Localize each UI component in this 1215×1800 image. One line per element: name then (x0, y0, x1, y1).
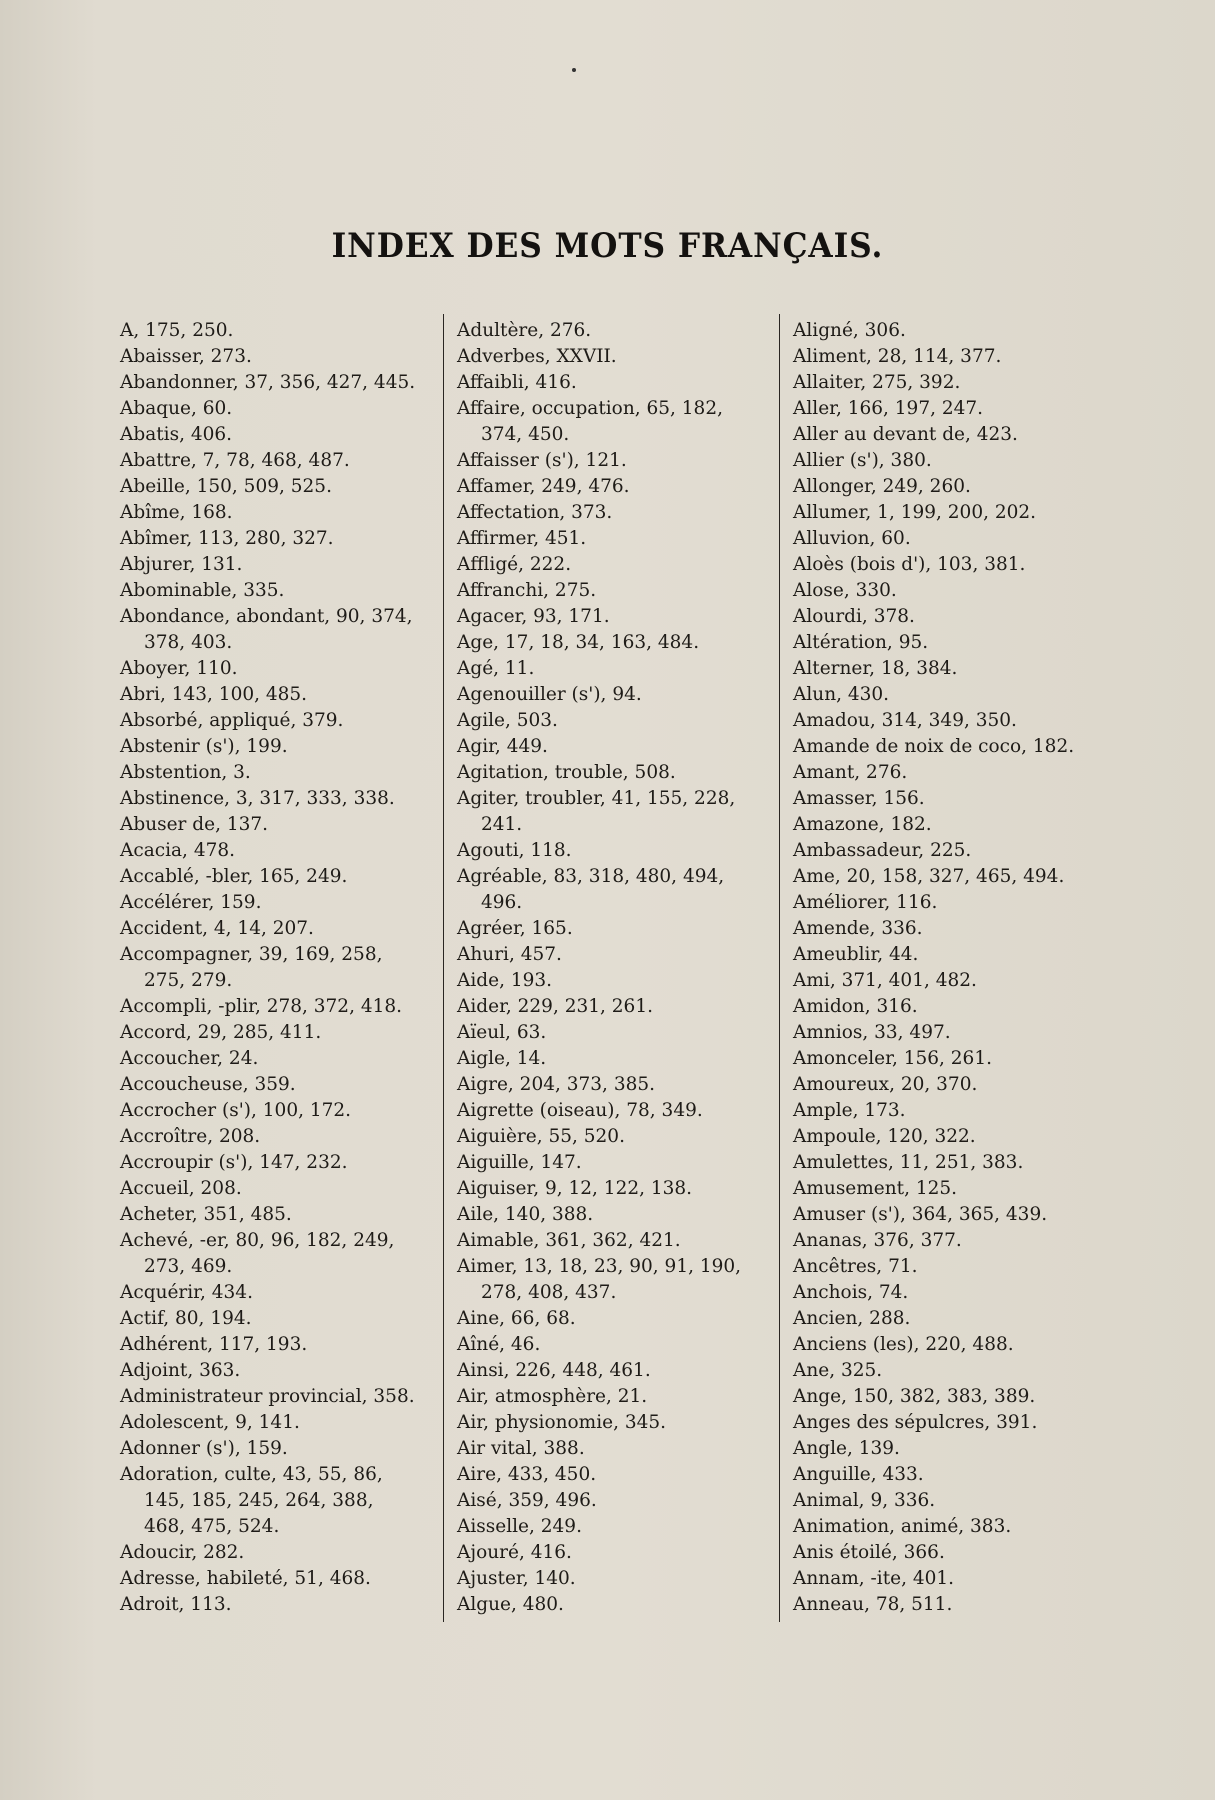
index-entry: Aiguiser, 9, 12, 122, 138. (457, 1178, 693, 1199)
index-entry: Achevé, -er, 80, 96, 182, 249, (120, 1230, 395, 1251)
index-entry: Alun, 430. (793, 684, 890, 705)
index-entry: 241. (481, 814, 523, 835)
index-entry: Affaibli, 416. (457, 372, 577, 393)
index-entry: Agenouiller (s'), 94. (457, 684, 642, 705)
index-entry: Abatis, 406. (120, 424, 233, 445)
index-entry: Ainsi, 226, 448, 461. (457, 1360, 651, 1381)
index-entry: Ange, 150, 382, 383, 389. (793, 1386, 1036, 1407)
index-column-3 (793, 318, 1093, 1618)
index-entry: Agréable, 83, 318, 480, 494, (457, 866, 725, 887)
index-entry: Affirmer, 451. (457, 528, 587, 549)
index-entry: Amazone, 182. (793, 814, 932, 835)
index-entry: Ancien, 288. (793, 1308, 911, 1329)
index-entry: Age, 17, 18, 34, 163, 484. (457, 632, 700, 653)
index-entry: Affaisser (s'), 121. (457, 450, 627, 471)
index-entry: Accord, 29, 285, 411. (120, 1022, 322, 1043)
index-entry: Ajuster, 140. (457, 1568, 576, 1589)
index-entry: Aine, 66, 68. (457, 1308, 576, 1329)
index-entry: Affaire, occupation, 65, 182, (457, 398, 723, 419)
index-entry: Agir, 449. (457, 736, 548, 757)
index-entry: Allonger, 249, 260. (793, 476, 971, 497)
index-entry: Allaiter, 275, 392. (793, 372, 961, 393)
index-entry: Affamer, 249, 476. (457, 476, 630, 497)
index-entry: Amnios, 33, 497. (793, 1022, 951, 1043)
index-entry: Abîmer, 113, 280, 327. (120, 528, 334, 549)
index-entry: Adoration, culte, 43, 55, 86, (120, 1464, 383, 1485)
index-entry: Adoucir, 282. (120, 1542, 245, 1563)
index-entry: Amulettes, 11, 251, 383. (793, 1152, 1024, 1173)
index-entry: Animal, 9, 336. (793, 1490, 936, 1511)
index-entry: Anneau, 78, 511. (793, 1594, 953, 1615)
index-entry: 374, 450. (481, 424, 570, 445)
index-column-1 (120, 318, 432, 1618)
index-entry: Amonceler, 156, 261. (793, 1048, 992, 1069)
index-entry: A, 175, 250. (120, 320, 234, 341)
index-entry: Aligné, 306. (793, 320, 906, 341)
index-entry: Acacia, 478. (120, 840, 236, 861)
index-entry: Anchois, 74. (793, 1282, 909, 1303)
index-entry: Angle, 139. (793, 1438, 900, 1459)
index-entry: Abstenir (s'), 199. (120, 736, 288, 757)
index-entry: Abuser de, 137. (120, 814, 269, 835)
index-entry: Adhérent, 117, 193. (120, 1334, 308, 1355)
index-entry: Amant, 276. (793, 762, 908, 783)
index-entry: Aiguière, 55, 520. (457, 1126, 625, 1147)
index-entry: Accroupir (s'), 147, 232. (120, 1152, 348, 1173)
index-entry: Ananas, 376, 377. (793, 1230, 962, 1251)
index-entry: Affranchi, 275. (457, 580, 597, 601)
index-entry: Aimer, 13, 18, 23, 90, 91, 190, (457, 1256, 742, 1277)
index-entry: Amuser (s'), 364, 365, 439. (793, 1204, 1048, 1225)
index-entry: Accroître, 208. (120, 1126, 261, 1147)
index-entry: Abondance, abondant, 90, 374, (120, 606, 413, 627)
page-mark (572, 68, 576, 72)
index-entry: Abaisser, 273. (120, 346, 252, 367)
index-entry: Aisselle, 249. (457, 1516, 582, 1537)
index-entry: Accoucheuse, 359. (120, 1074, 296, 1095)
index-entry: Aide, 193. (457, 970, 553, 991)
index-entry: Allumer, 1, 199, 200, 202. (793, 502, 1037, 523)
index-entry: Amusement, 125. (793, 1178, 958, 1199)
index-entry: Aboyer, 110. (120, 658, 238, 679)
index-entry: 468, 475, 524. (144, 1516, 280, 1537)
index-entry: Abeille, 150, 509, 525. (120, 476, 332, 497)
index-entry: Air vital, 388. (457, 1438, 585, 1459)
index-entry: Aisé, 359, 496. (457, 1490, 597, 1511)
index-entry: Agouti, 118. (457, 840, 572, 861)
index-entry: Actif, 80, 194. (120, 1308, 252, 1329)
index-entry: Adroit, 113. (120, 1594, 232, 1615)
index-entry: Accoucher, 24. (120, 1048, 259, 1069)
index-entry: Adverbes, XXVII. (457, 346, 617, 367)
index-entry: Accueil, 208. (120, 1178, 242, 1199)
index-entry: Améliorer, 116. (793, 892, 938, 913)
index-entry: Ame, 20, 158, 327, 465, 494. (793, 866, 1065, 887)
index-entry: Abattre, 7, 78, 468, 487. (120, 450, 350, 471)
index-entry: Accélérer, 159. (120, 892, 262, 913)
index-entry: Alterner, 18, 384. (793, 658, 958, 679)
index-entry: 273, 469. (144, 1256, 233, 1277)
index-entry: Abandonner, 37, 356, 427, 445. (120, 372, 416, 393)
index-entry: Aire, 433, 450. (457, 1464, 597, 1485)
index-entry: Aller, 166, 197, 247. (793, 398, 984, 419)
index-entry: Amadou, 314, 349, 350. (793, 710, 1017, 731)
index-entry: Accrocher (s'), 100, 172. (120, 1100, 352, 1121)
index-entry: Altération, 95. (793, 632, 929, 653)
index-entry: Alluvion, 60. (793, 528, 911, 549)
index-entry: Air, atmosphère, 21. (457, 1386, 648, 1407)
index-entry: Ancêtres, 71. (793, 1256, 918, 1277)
index-entry: Anis étoilé, 366. (793, 1542, 945, 1563)
index-entry: Air, physionomie, 345. (457, 1412, 667, 1433)
index-entry: Accablé, -bler, 165, 249. (120, 866, 348, 887)
index-entry: Aigre, 204, 373, 385. (457, 1074, 656, 1095)
index-entry: Aïeul, 63. (457, 1022, 547, 1043)
index-entry: 496. (481, 892, 523, 913)
index-entry: Alourdi, 378. (793, 606, 915, 627)
index-entry: Abstinence, 3, 317, 333, 338. (120, 788, 395, 809)
index-entry: Alose, 330. (793, 580, 897, 601)
index-entry: Amasser, 156. (793, 788, 925, 809)
index-entry: Absorbé, appliqué, 379. (120, 710, 344, 731)
index-entry: Amoureux, 20, 370. (793, 1074, 978, 1095)
index-entry: Ane, 325. (793, 1360, 883, 1381)
index-entry: Adolescent, 9, 141. (120, 1412, 300, 1433)
index-entry: Ample, 173. (793, 1100, 906, 1121)
index-column-2 (457, 318, 767, 1618)
index-entry: Aloès (bois d'), 103, 381. (793, 554, 1026, 575)
index-entry: Ajouré, 416. (457, 1542, 572, 1563)
index-entry: Adultère, 276. (457, 320, 592, 341)
index-entry: Ahuri, 457. (457, 944, 562, 965)
index-entry: 278, 408, 437. (481, 1282, 617, 1303)
index-entry: 145, 185, 245, 264, 388, (144, 1490, 374, 1511)
index-entry: Ami, 371, 401, 482. (793, 970, 977, 991)
column-divider (443, 314, 444, 1622)
index-entry: Agacer, 93, 171. (457, 606, 610, 627)
index-entry: Administrateur provincial, 358. (120, 1386, 415, 1407)
index-entry: Anciens (les), 220, 488. (793, 1334, 1014, 1355)
index-entry: Accident, 4, 14, 207. (120, 918, 314, 939)
index-entry: Ambassadeur, 225. (793, 840, 972, 861)
index-entry: Affectation, 373. (457, 502, 613, 523)
index-entry: Abri, 143, 100, 485. (120, 684, 308, 705)
index-entry: Aile, 140, 388. (457, 1204, 594, 1225)
index-entry: Amidon, 316. (793, 996, 918, 1017)
index-entry: Agitation, trouble, 508. (457, 762, 676, 783)
column-divider (779, 314, 780, 1622)
index-entry: Anges des sépulcres, 391. (793, 1412, 1038, 1433)
index-entry: 275, 279. (144, 970, 233, 991)
index-entry: Aigle, 14. (457, 1048, 547, 1069)
index-entry: Aîné, 46. (457, 1334, 541, 1355)
index-entry: Amande de noix de coco, 182. (793, 736, 1075, 757)
index-entry: Annam, -ite, 401. (793, 1568, 955, 1589)
index-entry: Anguille, 433. (793, 1464, 924, 1485)
index-entry: Ampoule, 120, 322. (793, 1126, 976, 1147)
index-entry: Adresse, habileté, 51, 468. (120, 1568, 371, 1589)
index-entry: Accompli, -plir, 278, 372, 418. (120, 996, 403, 1017)
index-entry: Agiter, troubler, 41, 155, 228, (457, 788, 736, 809)
index-entry: Abîme, 168. (120, 502, 233, 523)
index-entry: Acheter, 351, 485. (120, 1204, 292, 1225)
index-entry: Adonner (s'), 159. (120, 1438, 288, 1459)
index-title: INDEX DES MOTS FRANÇAIS. (331, 226, 884, 266)
index-entry: Aller au devant de, 423. (793, 424, 1018, 445)
index-entry: Agréer, 165. (457, 918, 573, 939)
index-entry: Allier (s'), 380. (793, 450, 932, 471)
index-entry: Adjoint, 363. (120, 1360, 241, 1381)
index-entry: Acquérir, 434. (120, 1282, 253, 1303)
index-entry: Abjurer, 131. (120, 554, 243, 575)
index-entry: Abaque, 60. (120, 398, 233, 419)
index-entry: Amende, 336. (793, 918, 923, 939)
index-entry: Agé, 11. (457, 658, 535, 679)
index-entry: Aimable, 361, 362, 421. (457, 1230, 681, 1251)
index-entry: Accompagner, 39, 169, 258, (120, 944, 383, 965)
index-entry: Animation, animé, 383. (793, 1516, 1012, 1537)
index-entry: 378, 403. (144, 632, 233, 653)
index-entry: Abstention, 3. (120, 762, 251, 783)
index-entry: Algue, 480. (457, 1594, 564, 1615)
index-entry: Abominable, 335. (120, 580, 285, 601)
index-entry: Aiguille, 147. (457, 1152, 582, 1173)
index-entry: Aigrette (oiseau), 78, 349. (457, 1100, 703, 1121)
index-entry: Aider, 229, 231, 261. (457, 996, 653, 1017)
index-entry: Aliment, 28, 114, 377. (793, 346, 1002, 367)
index-entry: Affligé, 222. (457, 554, 572, 575)
index-entry: Agile, 503. (457, 710, 558, 731)
index-entry: Ameublir, 44. (793, 944, 919, 965)
